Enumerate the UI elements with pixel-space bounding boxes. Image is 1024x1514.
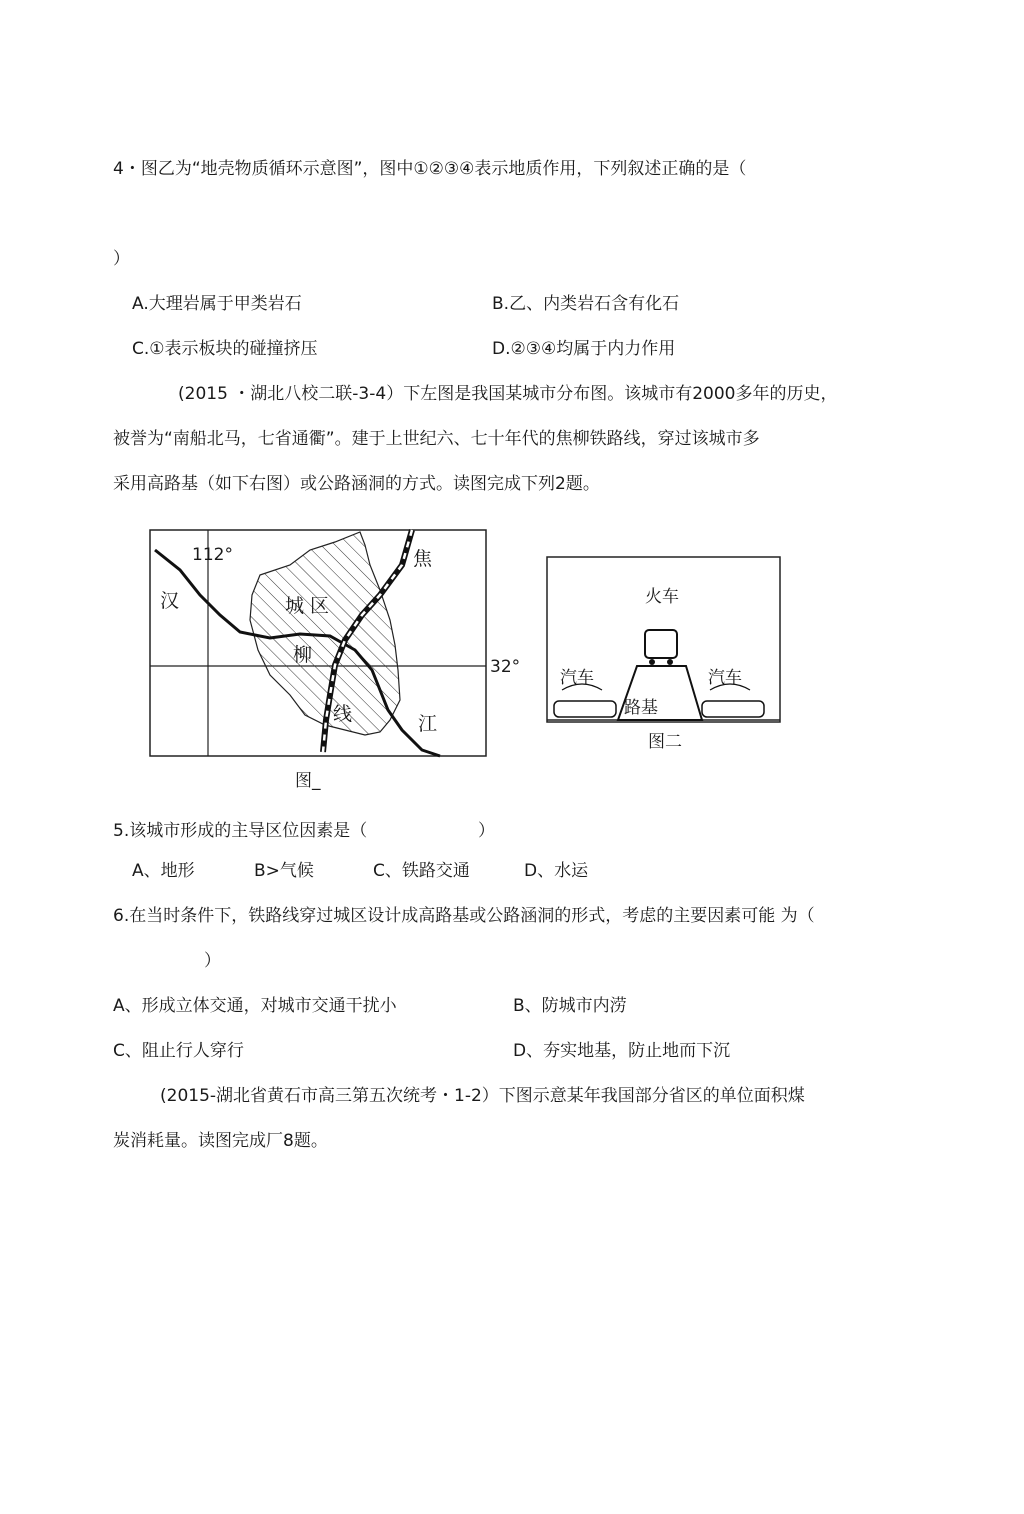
q5-option-d: D、水运 [524,861,589,881]
label-han: 汉 [160,590,180,612]
car-left-body [554,701,616,717]
label-jiang: 江 [418,713,438,735]
urban-area [250,532,400,735]
q5-stem: 5.该城市形成的主导区位因素是（ [113,821,368,841]
intro1-line2: 被誉为“南船北马，七省通衢”。建于上世纪六、七十年代的焦柳铁路线，穿过该城市多 [113,429,760,449]
roadbed-figure [540,550,790,760]
q6-stem-close: ） [204,951,221,971]
intro2-line1: (2015-湖北省黄石市高三第五次统考・1-2）下图示意某年我国部分省区的单位面积煤 [160,1086,805,1106]
map2-caption: 图二 [648,732,682,752]
train-wheel-left [649,659,655,665]
q5-option-c: C、铁路交通 [373,861,470,881]
intro2-line2: 炭消耗量。读图完成厂8题。 [113,1131,328,1151]
q6-option-d: D、夯实地基，防止地而下沉 [513,1041,731,1061]
label-xian: 线 [333,703,353,725]
q4-option-b: B.乙、内类岩石含有化石 [492,294,680,314]
map1-caption: 图_ [295,771,321,791]
car-right-body [702,701,764,717]
lat-label: 32° [490,657,521,677]
q4-option-c: C.①表示板块的碰撞挤压 [132,339,318,359]
q6-stem: 6.在当时条件下，铁路线穿过城区设计成高路基或公路涵洞的形式，考虑的主要因素可能 为（ [113,906,815,926]
intro1-line1: (2015 ・湖北八校二联-3-4）下左图是我国某城市分布图。该城市有2000多年的历史， [178,384,838,404]
lon-label: 112° [192,545,233,565]
train-wheel-right [667,659,673,665]
label-train: 火车 [645,587,679,607]
q4-stem: 4・图乙为“地壳物质循环示意图”，图中①②③④表示地质作用，下列叙述正确的是（ [113,159,747,179]
label-car-right: 汽车 [708,668,742,688]
q4-stem-close: ） [113,249,130,269]
label-liu: 柳 [293,644,313,666]
label-car-left: 汽车 [560,668,594,688]
q4-option-d: D.②③④均属于内力作用 [492,339,676,359]
q6-option-a: A、形成立体交通，对城市交通干扰小 [113,996,397,1016]
q6-option-c: C、阻止行人穿行 [113,1041,244,1061]
q5-option-a: A、地形 [132,861,195,881]
label-chengqu: 城 区 [285,595,330,617]
q4-option-a: A.大理岩属于甲类岩石 [132,294,302,314]
label-jiao: 焦 [413,548,433,570]
q6-option-b: B、防城市内涝 [513,996,627,1016]
train-body [645,630,677,658]
q5-stem-close: ） [478,821,495,841]
label-roadbed: 路基 [624,698,658,718]
city-map-figure [140,520,521,800]
q5-option-b: B>气候 [254,861,314,881]
intro1-line3: 采用高路基（如下右图）或公路涵洞的方式。读图完成下列2题。 [113,474,600,494]
